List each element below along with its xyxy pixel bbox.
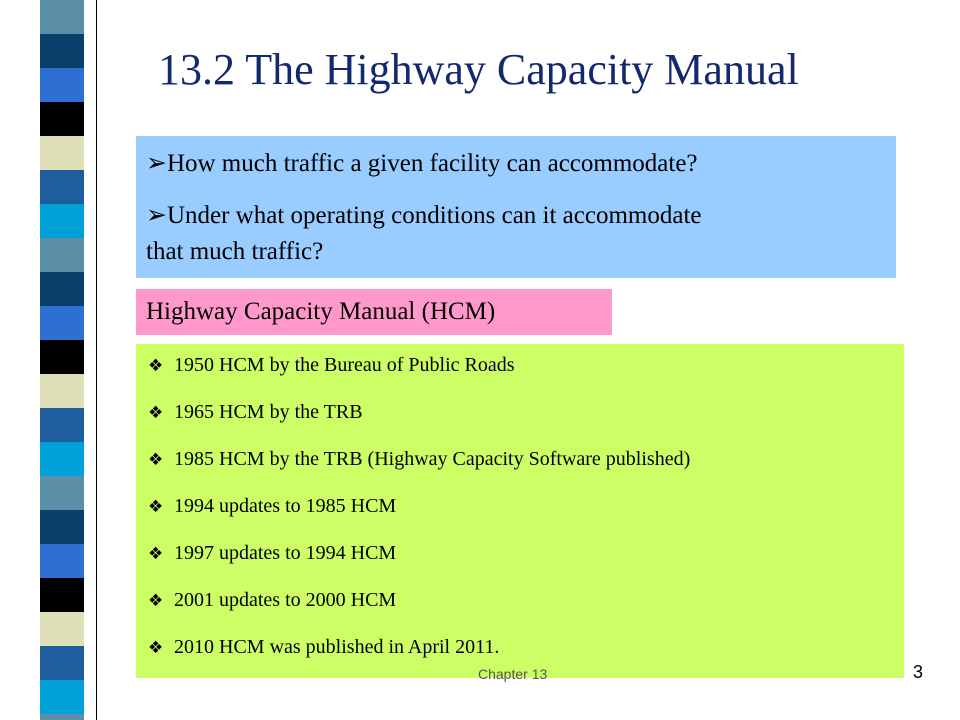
question-item-continuation [146,236,323,268]
slide-number: 3 [913,662,924,682]
strip-segment [40,238,84,272]
diamond-bullet-icon: ❖ [148,403,164,423]
slide-title: 13.2 The Highway Capacity Manual [158,45,799,94]
hcm-label: Highway Capacity Manual (HCM) [136,289,612,335]
strip-segment [40,714,84,720]
edition-text: 1997 updates to 1994 HCM [174,542,397,564]
question-item [146,148,698,180]
edition-text: 2010 HCM was published in April 2011. [174,636,500,658]
edition-item [148,542,396,565]
edition-text: 1994 updates to 1985 HCM [174,495,397,517]
diamond-bullet-icon: ❖ [148,356,164,376]
questions-box [136,136,896,278]
question-text: How much traffic a given facility can accommodate? [166,150,698,177]
edition-item [148,354,515,377]
strip-segment [40,136,84,170]
strip-segment [40,680,84,714]
strip-segment [40,340,84,374]
strip-segment [40,612,84,646]
strip-segment [40,408,84,442]
decorative-side-strip [40,0,84,720]
strip-segment [40,510,84,544]
edition-item [148,589,396,612]
strip-segment [40,68,84,102]
arrow-bullet-icon: ➢ [146,150,167,177]
edition-item [148,401,363,424]
question-text: Under what operating conditions can it accommodate [166,202,702,229]
edition-text: 2001 updates to 2000 HCM [174,589,397,611]
editions-list [136,344,904,678]
edition-item [148,448,690,471]
strip-segment [40,34,84,68]
footer-chapter: Chapter 13 [478,666,548,682]
arrow-bullet-icon: ➢ [146,202,167,229]
strip-segment [40,272,84,306]
strip-segment [40,170,84,204]
side-divider-line [96,0,97,720]
strip-segment [40,544,84,578]
edition-text: 1950 HCM by the Bureau of Public Roads [174,354,515,376]
strip-segment [40,204,84,238]
question-text: that much traffic? [146,238,324,265]
edition-text: 1965 HCM by the TRB [174,401,363,423]
question-item [146,200,702,232]
strip-segment [40,646,84,680]
strip-segment [40,442,84,476]
diamond-bullet-icon: ❖ [148,497,164,517]
diamond-bullet-icon: ❖ [148,450,164,470]
strip-segment [40,0,84,34]
diamond-bullet-icon: ❖ [148,638,164,658]
strip-segment [40,476,84,510]
strip-segment [40,374,84,408]
diamond-bullet-icon: ❖ [148,544,164,564]
strip-segment [40,102,84,136]
strip-segment [40,578,84,612]
edition-text: 1985 HCM by the TRB (Highway Capacity Software published) [174,448,691,470]
diamond-bullet-icon: ❖ [148,591,164,611]
edition-item [148,636,499,659]
strip-segment [40,306,84,340]
edition-item [148,495,396,518]
